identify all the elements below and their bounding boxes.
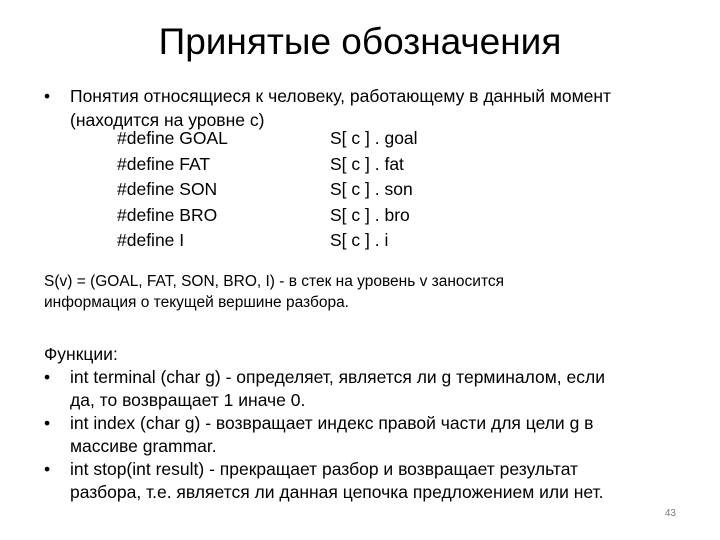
- page-number: 43: [664, 508, 676, 519]
- define-value: S[ c ] . son: [330, 179, 413, 199]
- define-value: S[ c ] . bro: [330, 204, 410, 225]
- define-value: S[ c ] . i: [330, 230, 389, 250]
- state-line2: информация о текущей вершине разбора.: [44, 294, 349, 311]
- slide-title: Принятые обозначения: [158, 21, 562, 62]
- define-name: #define I: [117, 230, 185, 250]
- bullet-dot: •: [44, 413, 51, 433]
- state-line1: S(v) = (GOAL, FAT, SON, BRO, I) - в стек на уровень v заносится: [44, 273, 505, 290]
- stack-state-description: [44, 271, 684, 313]
- define-value: S[ c ] . fat: [330, 153, 404, 174]
- define-name: #define SON: [117, 179, 218, 199]
- functions-section: [44, 343, 694, 504]
- define-name: #define GOAL: [117, 128, 228, 148]
- function-line2: разбора, т.е. является ли данная цепочка предложением или нет.: [70, 482, 604, 502]
- intro-bullet-line: [44, 84, 694, 108]
- bullet-dot: •: [44, 86, 51, 106]
- bullet-dot: •: [44, 459, 51, 479]
- functions-header: Функции:: [44, 344, 118, 364]
- intro-text-line1: Понятия относящиеся к человеку, работающему в данный момент: [70, 86, 612, 106]
- intro-bullet: [44, 84, 694, 132]
- bullet-dot: •: [44, 367, 51, 387]
- function-item-index: [44, 412, 694, 458]
- function-item-terminal: [44, 366, 694, 412]
- function-item-stop: [44, 458, 694, 504]
- function-line1: int stop(int result) - прекращает разбор и возвращает результат: [70, 459, 579, 479]
- function-line1: int index (char g) - возвращает индекс правой части для цели g в: [70, 413, 594, 433]
- define-name: #define BRO: [117, 204, 218, 225]
- define-name: #define FAT: [117, 153, 211, 174]
- intro-text-line2: (находится на уровне c): [70, 110, 265, 130]
- define-value: S[ c ] . goal: [330, 128, 418, 148]
- function-line1: int terminal (char g) - определяет, является ли g терминалом, если: [70, 367, 605, 387]
- function-line2: массиве grammar.: [70, 436, 217, 456]
- function-line2: да, то возвращает 1 иначе 0.: [70, 390, 306, 410]
